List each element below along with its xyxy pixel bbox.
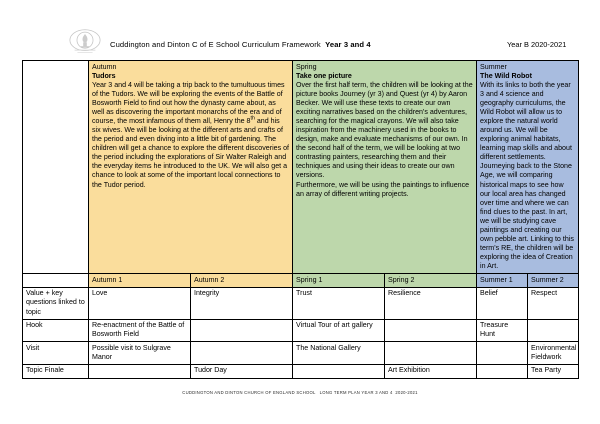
footer-plan-name: LONG TERM PLAN YEAR 3 AND 4 — [319, 390, 393, 395]
table-row — [23, 287, 579, 319]
cell-value-autumn-1: Love — [89, 287, 191, 319]
season-cell-spring — [293, 61, 477, 274]
corner-cell — [23, 61, 89, 274]
cell-value-summer-2: Respect — [528, 287, 579, 319]
row-label-topic-finale: Topic Finale — [23, 364, 89, 378]
table-row — [23, 319, 579, 342]
document-header — [0, 24, 600, 60]
cell-hook-summer-2 — [528, 319, 579, 342]
cell-value-spring-1: Trust — [293, 287, 385, 319]
row-label-visit: Visit — [23, 342, 89, 365]
season-body-autumn: Year 3 and 4 will be taking a trip back to the tumultuous times of the Tudors. We will be exploring the events of the Battle of Bosworth Field to find out how the dynasty came about, as well as discovering the important monarchs of the era and of course, the most infamous of them all, Henry the 8th and his six wives. We will be looking at the different arts and crafts of the period and even diving into a little bit of gardening. The children will get a chance to explore the different discoveries of the period including the explorations of Sir Walter Raleigh and the everyday items he introduced to the UK. We will also get a chance to look at some of the important local connections to the Tudor period. — [92, 80, 290, 189]
cell-finale-autumn-1 — [89, 364, 191, 378]
term-header-corner — [23, 274, 89, 288]
cell-finale-spring-1 — [293, 364, 385, 378]
table-row — [23, 364, 579, 378]
cell-finale-summer-1 — [477, 364, 528, 378]
cell-visit-autumn-1: Possible visit to Sulgrave Manor — [89, 342, 191, 365]
season-body-spring: Over the first half term, the children will be looking at the picture books Journey (yr 3) and Quest (yr 4) by Aaron Becker. We will use these texts to create our own exciting narratives based on the children's adventures, searching for the magical crayons. We will also take inspiration from the machinery used in the books to design, make and evaluate mechanisms of our own. In the second half of the term, we will be looking at two contrasting painters, researching them and their techniques and using their ideas to create our own versions. Furthermore, we will be using the paintings to influence an array of different writing projects. — [296, 80, 473, 198]
season-topic-summer: The Wild Robot — [480, 71, 532, 80]
cell-finale-spring-2: Art Exhibition — [385, 364, 477, 378]
season-topic-autumn: Tudors — [92, 71, 116, 80]
cell-visit-autumn-2 — [191, 342, 293, 365]
term-header-spring-2: Spring 2 — [385, 274, 477, 288]
document-footer — [0, 390, 600, 395]
season-overview-row — [23, 61, 579, 274]
cell-hook-autumn-2 — [191, 319, 293, 342]
term-header-autumn-2: Autumn 2 — [191, 274, 293, 288]
year-band-label: Year B 2020-2021 — [507, 40, 567, 49]
season-label-summer: Summer — [480, 62, 507, 71]
page-title — [110, 40, 371, 49]
cell-value-spring-2: Resilience — [385, 287, 477, 319]
term-header-summer-1: Summer 1 — [477, 274, 528, 288]
term-header-autumn-1: Autumn 1 — [89, 274, 191, 288]
cell-hook-autumn-1: Re-enactment of the Battle of Bosworth Field — [89, 319, 191, 342]
school-crest-candle-icon — [66, 26, 104, 60]
cell-hook-summer-1: Treasure Hunt — [477, 319, 528, 342]
cell-hook-spring-2 — [385, 319, 477, 342]
cell-visit-spring-1: The National Gallery — [293, 342, 385, 365]
curriculum-table — [22, 60, 579, 379]
season-cell-autumn — [89, 61, 293, 274]
cell-visit-summer-2: Environmental Fieldwork — [528, 342, 579, 365]
row-label-hook: Hook — [23, 319, 89, 342]
term-header-summer-2: Summer 2 — [528, 274, 579, 288]
footer-school-name: CUDDINGTON AND DINTON CHURCH OF ENGLAND SCHOOL — [182, 390, 316, 395]
year-group-text: Year 3 and 4 — [325, 40, 371, 49]
season-label-spring: Spring — [296, 62, 317, 71]
cell-hook-spring-1: Virtual Tour of art gallery — [293, 319, 385, 342]
cell-visit-spring-2 — [385, 342, 477, 365]
cell-finale-summer-2: Tea Party — [528, 364, 579, 378]
footer-years: 2020-2021 — [395, 390, 418, 395]
season-label-autumn: Autumn — [92, 62, 117, 71]
framework-title-text: Cuddington and Dinton C of E School Curriculum Framework — [110, 40, 321, 49]
term-header-row — [23, 274, 579, 288]
row-label-value: Value + key questions linked to topic — [23, 287, 89, 319]
table-row — [23, 342, 579, 365]
season-body-summer: With its links to both the year 3 and 4 science and geography curriculums, the Wild Robot will allow us to explore the natural world around us. We will be exploring animal habitats, learning map skills and about different settlements. Journeying back to the Stone Age, we will comparing historical maps to see how our local area has changed over time and where we can find clues to the past. In art, we will be studying cave paintings and creating our own pebble art. Linking to this term's RE, the children will be exploring the idea of Creation in Art. — [480, 80, 574, 271]
cell-finale-autumn-2: Tudor Day — [191, 364, 293, 378]
cell-visit-summer-1 — [477, 342, 528, 365]
cell-value-autumn-2: Integrity — [191, 287, 293, 319]
season-cell-summer — [477, 61, 579, 274]
season-topic-spring: Take one picture — [296, 71, 352, 80]
term-header-spring-1: Spring 1 — [293, 274, 385, 288]
cell-value-summer-1: Belief — [477, 287, 528, 319]
